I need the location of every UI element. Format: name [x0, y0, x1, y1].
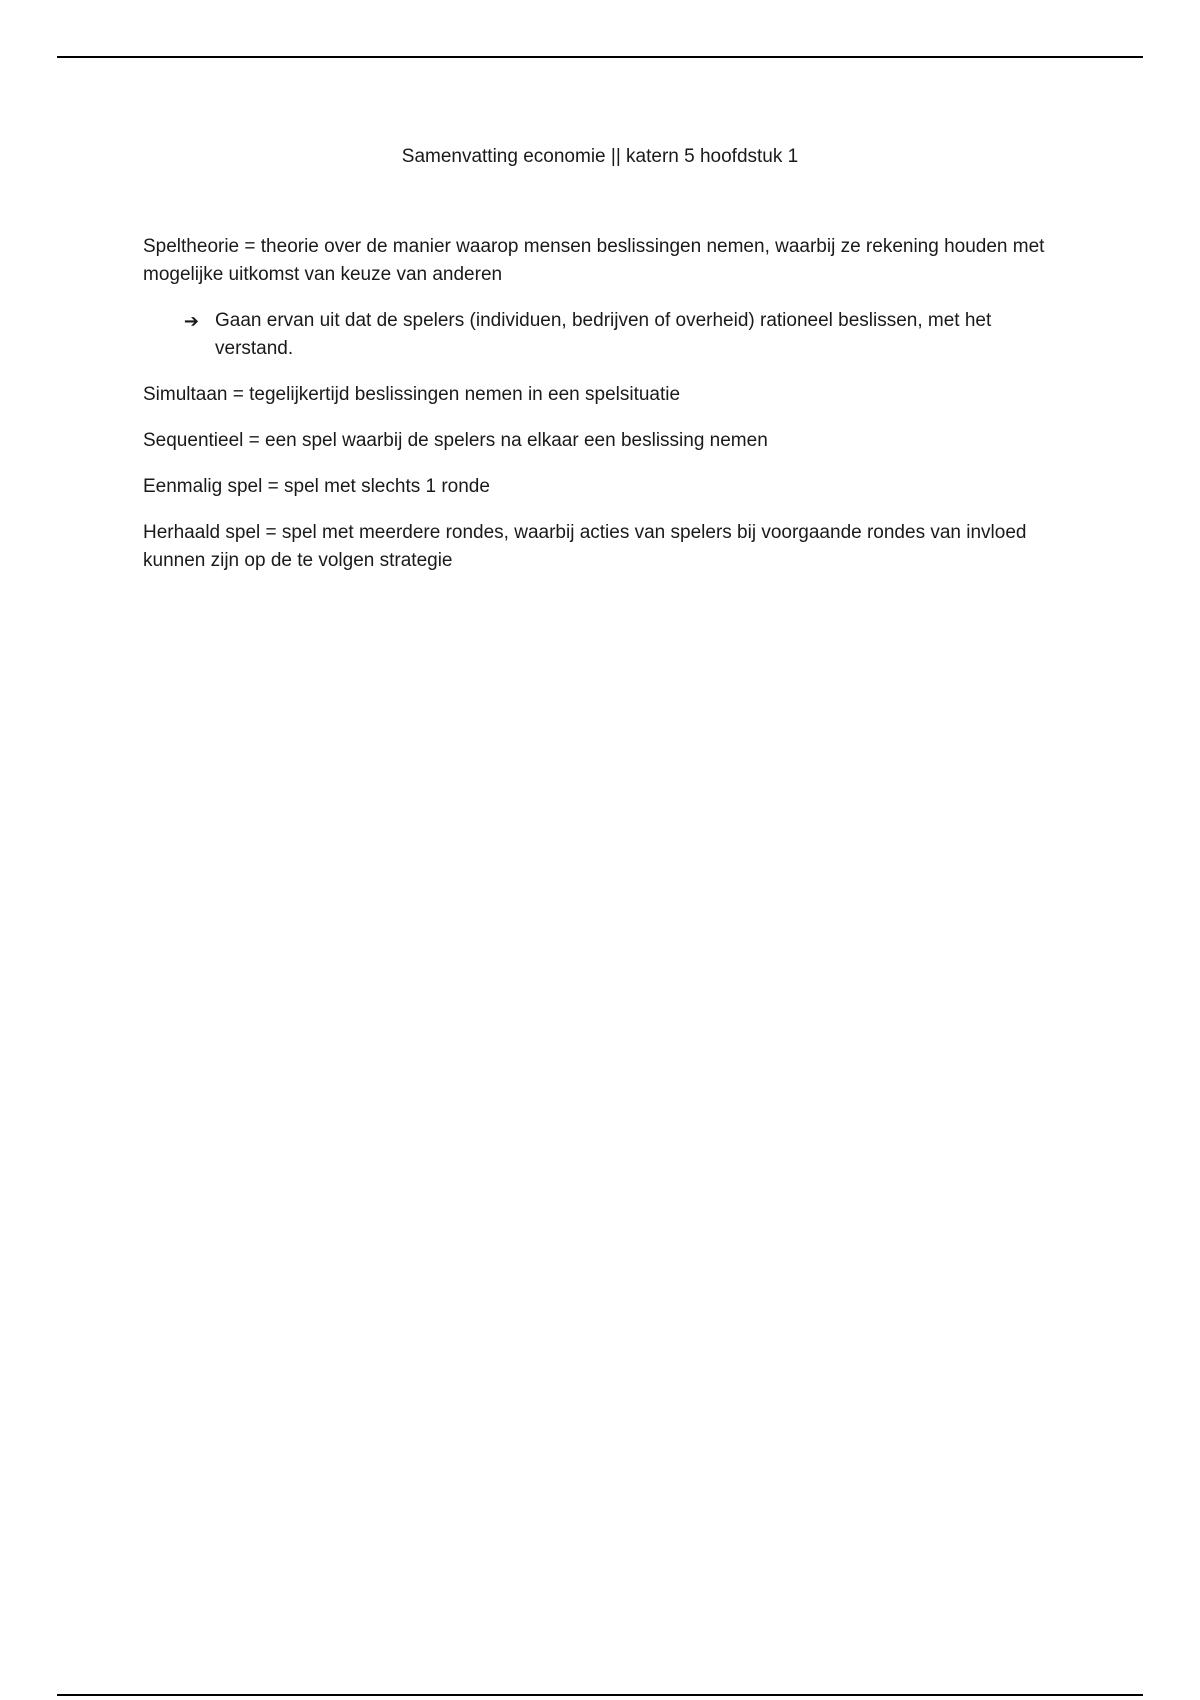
definition-herhaald-spel: Herhaald spel = spel met meerdere rondes, waarbij acties van spelers bij voorgaande rondes van invloed kunnen zijn op de te volgen strategie	[143, 522, 1027, 571]
document-body	[143, 233, 1063, 593]
footer-rule	[57, 1694, 1143, 1696]
bullet-item	[143, 307, 1063, 363]
definition-sequentieel: Sequentieel = een spel waarbij de spelers na elkaar een beslissing nemen	[143, 430, 768, 451]
definition-simultaan: Simultaan = tegelijkertijd beslissingen nemen in een spelsituatie	[143, 384, 681, 405]
definition-eenmalig-spel: Eenmalig spel = spel met slechts 1 ronde	[143, 476, 490, 497]
arrow-right-icon: ➔	[183, 311, 199, 331]
page-title: Samenvatting economie || katern 5 hoofdstuk 1	[401, 146, 799, 167]
bullet-text: Gaan ervan uit dat de spelers (individuen, bedrijven of overheid) rationeel beslissen, met het verstand.	[215, 310, 992, 359]
header-rule	[57, 56, 1143, 58]
definition-speltheorie: Speltheorie = theorie over de manier waarop mensen beslissingen nemen, waarbij ze rekening houden met mogelijke uitkomst van keuze van anderen	[143, 236, 1045, 285]
